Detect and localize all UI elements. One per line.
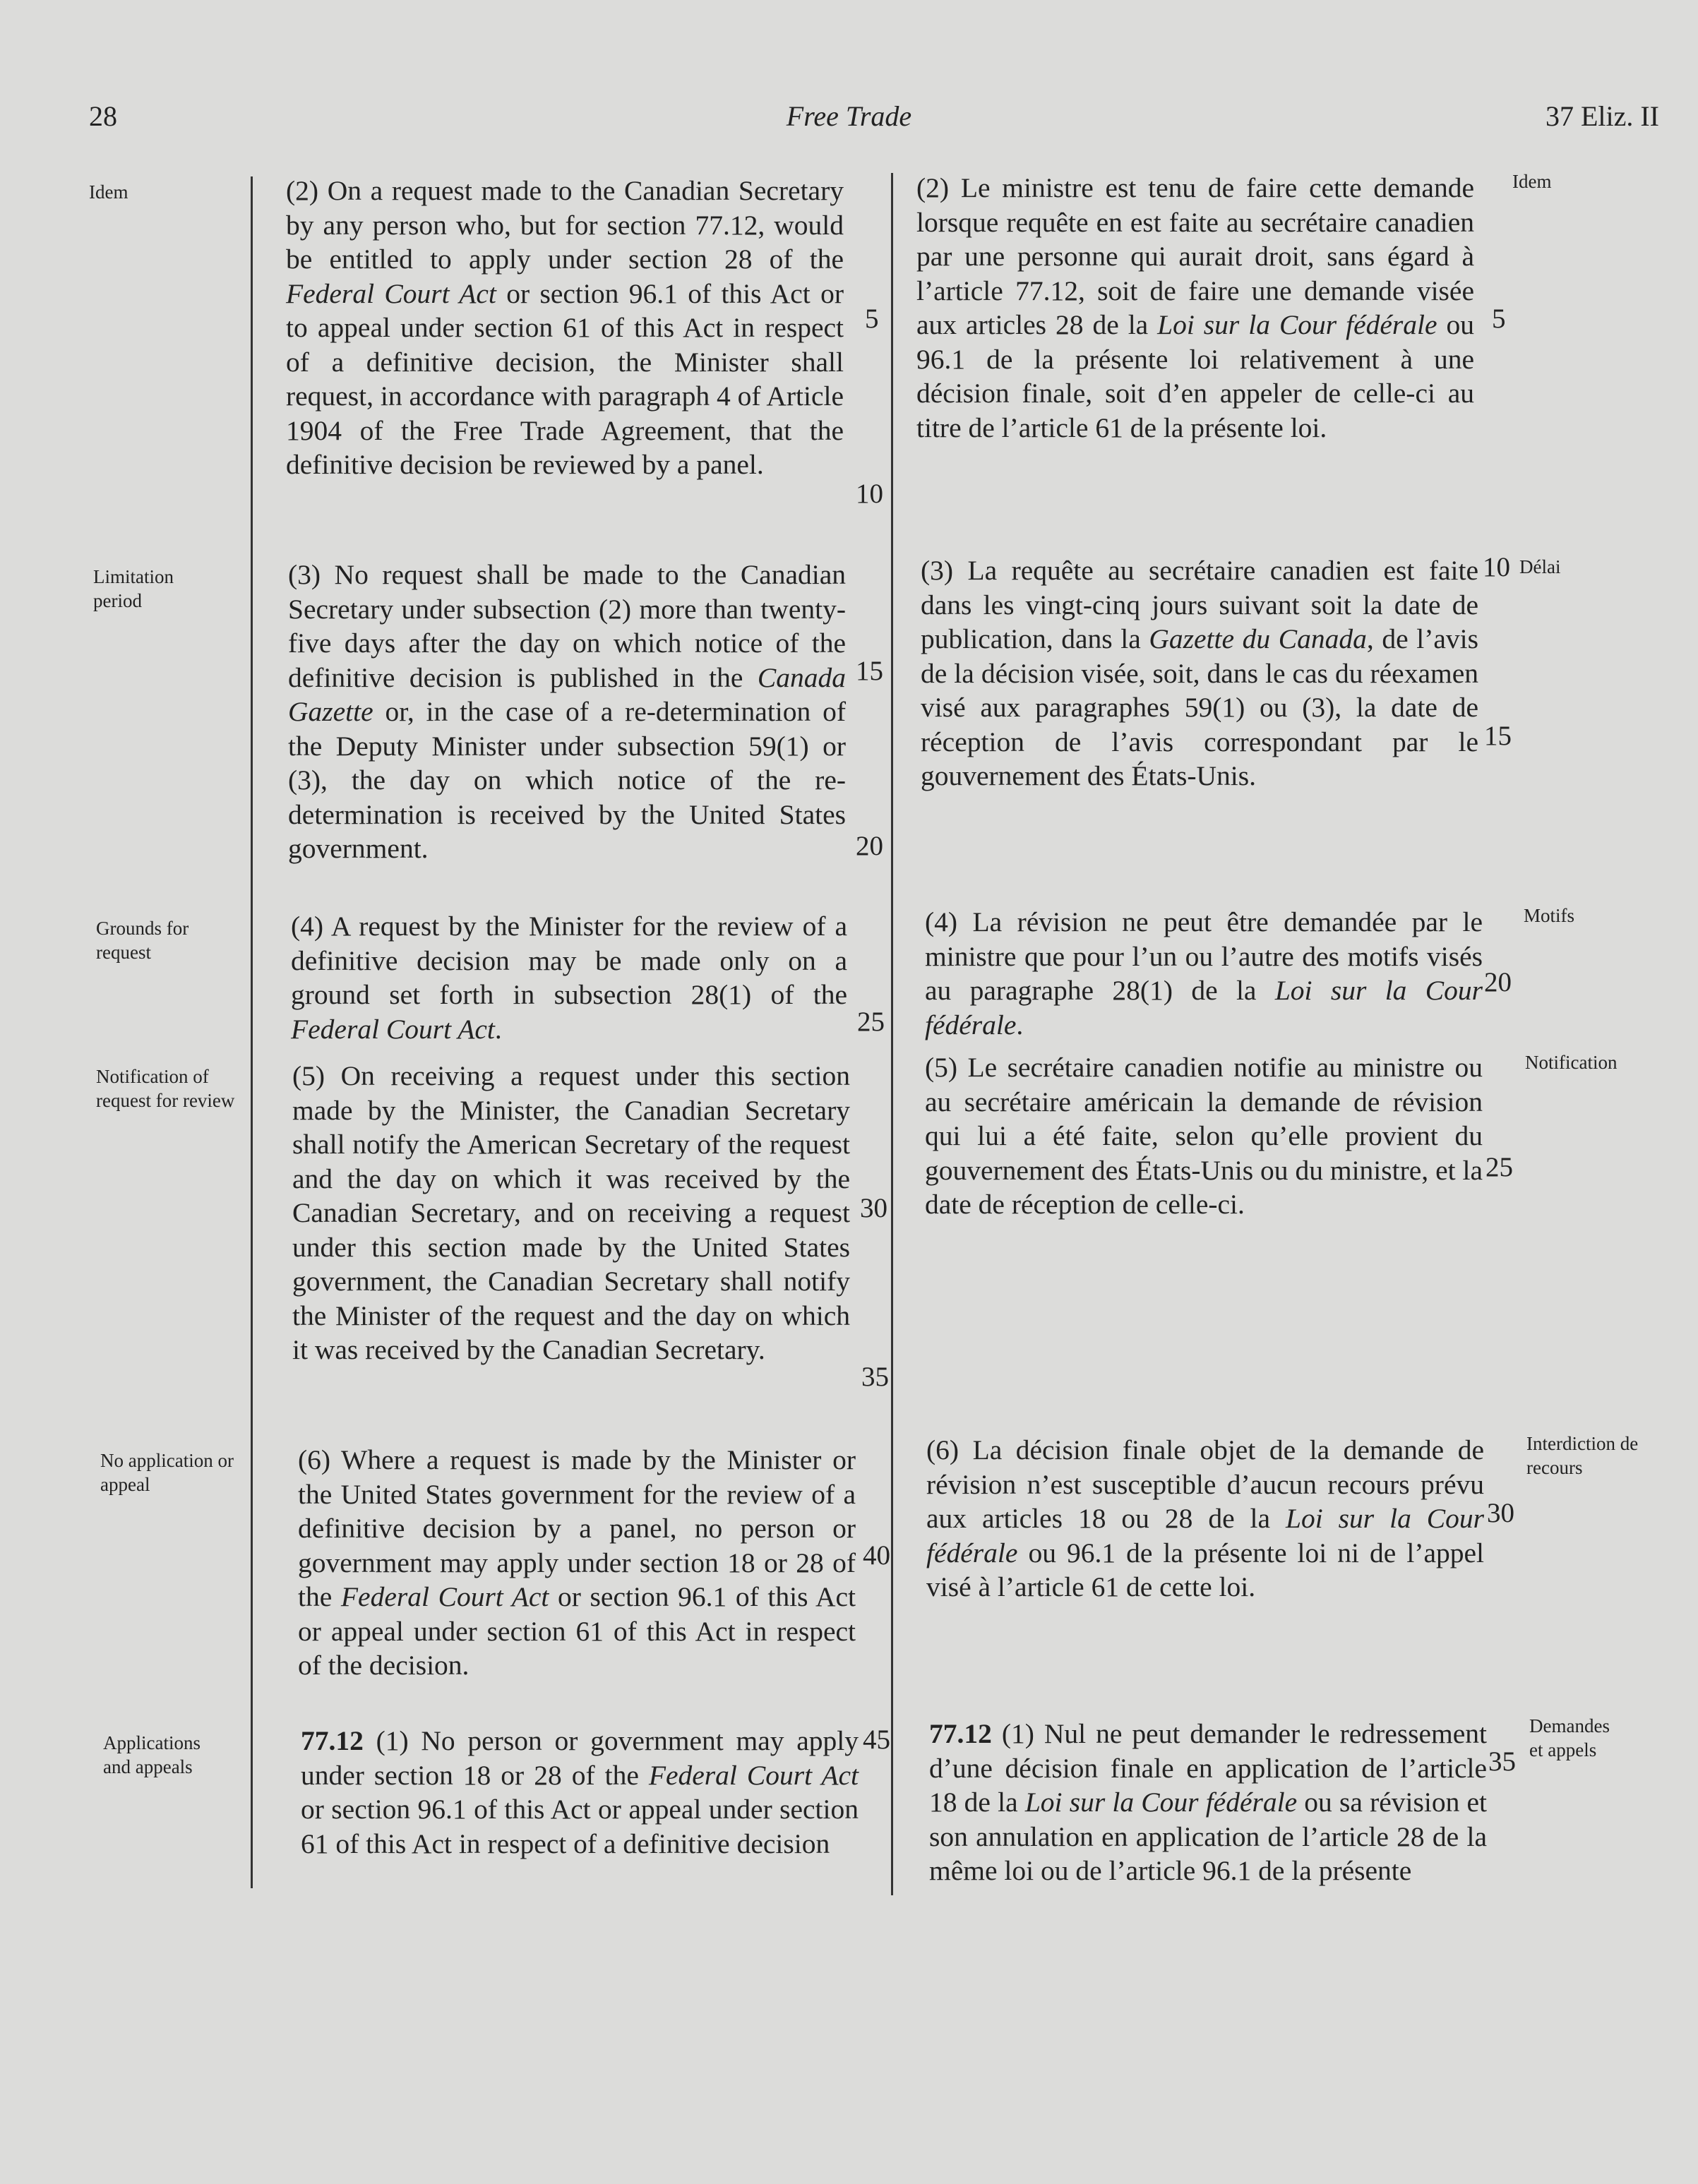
margin-note-grounds-for-request: Grounds for request (96, 918, 189, 963)
margin-note-applications-and-appeals: Applications and appeals (103, 1732, 201, 1777)
en-paragraph-2: (2) On a request made to the Canadian Secretary by any person who, but for section 77.12, would be entitled to apply under section 28 of the Federal Court Act or section 96.1 of this Act or to appeal under section 61 of this Act in respect of a definitive decision, the Minister shall request, in accordance with paragraph 4 of Article 1904 of the Free Trade Agreement, that the definitive decision be reviewed by a panel. (286, 175, 844, 480)
fr-line-number-10: 10 (1483, 552, 1510, 582)
en-line-number-5: 5 (865, 304, 879, 334)
margin-note-no-application: No application or appeal (100, 1450, 234, 1495)
margin-note-limitation-period: Limitation period (93, 566, 174, 611)
en-line-number-30: 30 (860, 1193, 887, 1223)
fr-paragraph-5: (5) Le secrétaire canadien notifie au ministre ou au secrétaire américain la demande de révision qui lui a été faite, selon qu’elle provient du gouvernement des États-Unis ou du ministre, et la date de réception de celle-ci. (925, 1052, 1483, 1220)
page-number: 28 (89, 100, 117, 132)
margin-note-idem-fr: Idem (1512, 171, 1552, 192)
margin-note-notification-of-request: Notification of request for review (96, 1066, 235, 1111)
margin-note-notification-fr: Notification (1525, 1052, 1618, 1073)
margin-note-motifs: Motifs (1524, 905, 1575, 926)
en-paragraph-4: (4) A request by the Minister for the review of a definitive decision may be made only on a ground set forth in subsection 28(1) of the Federal Court Act. (291, 911, 847, 1045)
running-title: Free Trade (786, 100, 912, 132)
margin-note-interdiction-de-recours: Interdiction de recours (1526, 1433, 1639, 1478)
en-line-number-25: 25 (857, 1007, 885, 1037)
en-line-number-40: 40 (863, 1540, 890, 1571)
fr-line-number-5: 5 (1492, 304, 1506, 334)
en-paragraph-3: (3) No request shall be made to the Canadian Secretary under subsection (2) more than twenty-five days after the day on which notice of the definitive decision is published in the Canada Gazette or, in the case of a re-determination of the Deputy Minister under subsection 59(1) or (3), the day on which notice of the re-determination is received by the United States government. (288, 559, 846, 864)
en-line-number-10: 10 (856, 479, 883, 509)
margin-note-idem-en: Idem (89, 181, 128, 203)
margin-note-demandes-et-appels: Demandes et appels (1529, 1715, 1610, 1760)
fr-line-number-20: 20 (1484, 967, 1512, 997)
fr-line-number-35: 35 (1488, 1746, 1516, 1777)
left-column-rule (251, 176, 253, 1888)
en-line-number-15: 15 (856, 656, 883, 686)
en-line-number-35: 35 (861, 1362, 889, 1392)
fr-line-number-30: 30 (1487, 1498, 1514, 1528)
en-paragraph-6: (6) Where a request is made by the Minister or the United States government for the review of a definitive decision by a panel, no person or government may apply under section 18 or 28 of the Federal Court Act or section 96.1 of this Act or appeal under section 61 of this Act in respect of the decision. (298, 1444, 856, 1681)
fr-line-number-25: 25 (1485, 1152, 1513, 1182)
fr-paragraph-2: (2) Le ministre est tenu de faire cette demande lorsque requête en est faite au secrétaire canadien par une personne qui aurait droit, sans égard à l’article 77.12, soit de faire une demande visée aux articles 28 de la Loi sur la Cour fédérale ou 96.1 de la présente loi relativement à une décision finale, soit d’en appeler de celle-ci au titre de l’article 61 de la présente loi. (916, 172, 1475, 443)
fr-paragraph-6: (6) La décision finale objet de la demande de révision n’est susceptible d’aucun recours prévu aux articles 18 ou 28 de la Loi sur la Cour fédérale ou 96.1 de la présente loi ni de l’appel visé à l’article 61 de cette loi. (926, 1434, 1484, 1602)
en-line-number-20: 20 (856, 831, 883, 861)
fr-paragraph-4: (4) La révision ne peut être demandée par le ministre que pour l’un ou l’autre des motifs visés au paragraphe 28(1) de la Loi sur la Cour fédérale. (925, 906, 1483, 1040)
center-column-rule (891, 173, 893, 1895)
en-paragraph-5: (5) On receiving a request under this section made by the Minister, the Canadian Secretary shall notify the American Secretary of the request and the day on which it was received by the Canadian Secretary, and on receiving a request under this section made by the United States government, the Canadian Secretary shall notify the Minister of the request and the day on which it was received by the Canadian Secretary. (292, 1060, 850, 1365)
en-line-number-45: 45 (863, 1724, 890, 1755)
fr-line-number-15: 15 (1484, 721, 1512, 751)
fr-paragraph-3: (3) La requête au secrétaire canadien est faite dans les vingt-cinq jours suivant soit la date de publication, dans la Gazette du Canada, de l’avis de la décision visée, soit, dans le cas du réexamen visé aux paragraphes 59(1) ou (3), la date de réception de l’avis correspondant par le gouvernement des États-Unis. (921, 555, 1479, 791)
fr-paragraph-77-12: 77.12 (1) Nul ne peut demander le redressement d’une décision finale en application de l’article 18 de la Loi sur la Cour fédérale ou sa révision et son annulation en application de l’article 28 de la même loi ou de l’article 96.1 de la présente (929, 1718, 1488, 1886)
en-paragraph-77-12: 77.12 (1) No person or government may apply under section 18 or 28 of the Federal Court Act or section 96.1 of this Act or appeal under section 61 of this Act in respect of a definitive decision (301, 1725, 859, 1859)
margin-note-delai: Délai (1519, 556, 1561, 577)
volume-label: 37 Eliz. II (1545, 100, 1659, 132)
